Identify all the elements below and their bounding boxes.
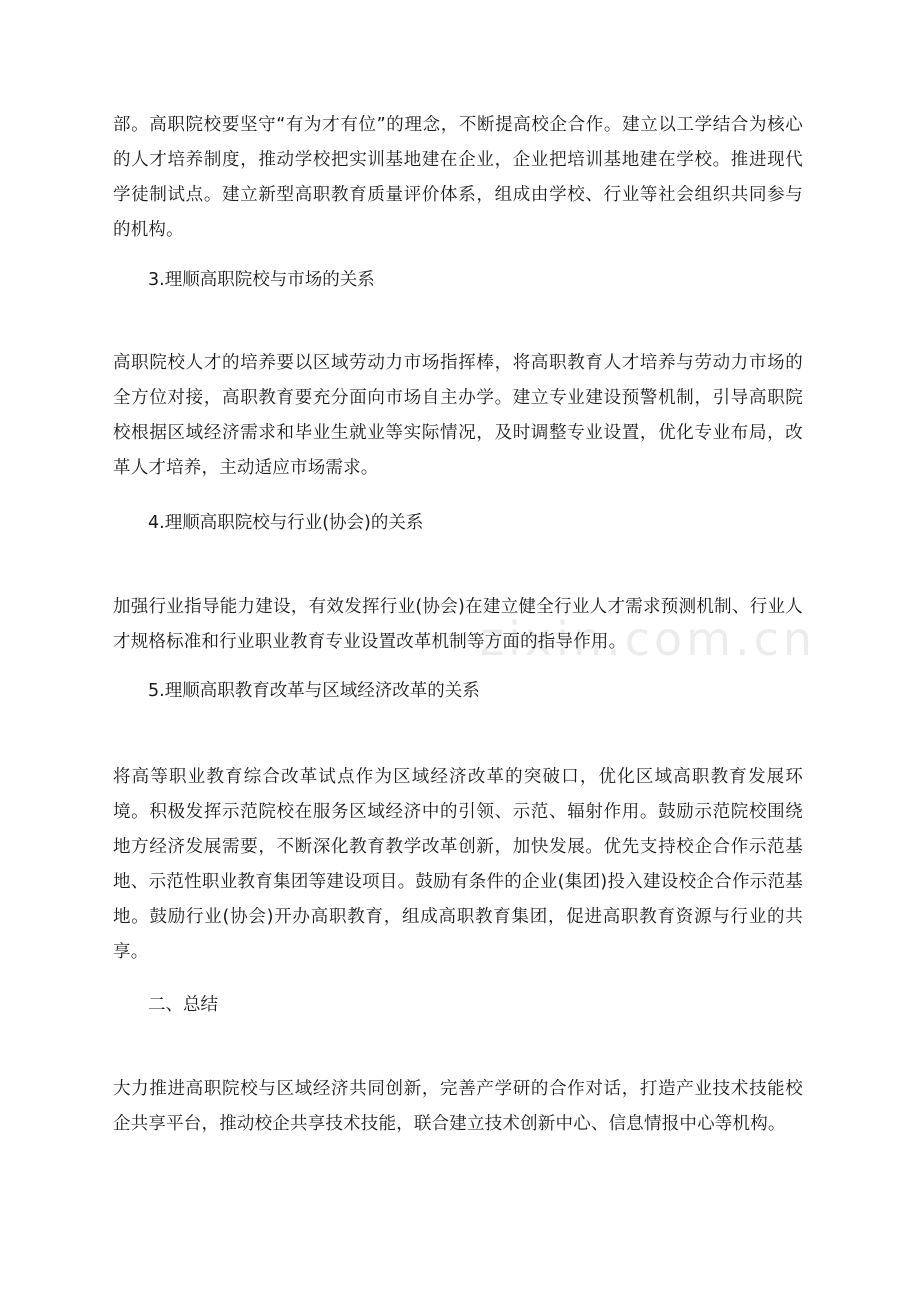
watermark-logo: zixin.com.cn (480, 612, 817, 666)
paragraph-regional-economy: 将高等职业教育综合改革试点作为区域经济改革的突破口，优化区域高职教育发展环境。积极发挥示范院校在服务区域经济中的引领、示范、辐射作用。鼓励示范院校围绕地方经济发展需要，不断深化教育教学改革创新，加快发展。优先支持校企合作示范基地、示范性职业教育集团等建设项目。鼓励有条件的企业(集团)投入建设校企合作示范基地。鼓励行业(协会)开办高职教育，组成高职教育集团，促进高职教育资源与行业的共享。 (113, 767, 803, 962)
heading-regional-economy-relation: 5.理顺高职教育改革与区域经济改革的关系 (148, 681, 480, 701)
heading-market-relation: 3.理顺高职院校与市场的关系 (148, 270, 375, 290)
paragraph-summary: 大力推进高职院校与区域经济共同创新，完善产学研的合作对话，打造产业技术技能校企共享平台，推动校企共享技术技能，联合建立技术创新中心、信息情报中心等机构。 (113, 1079, 803, 1134)
paragraph-market: 高职院校人才的培养要以区域劳动力市场指挥棒，将高职教育人才培养与劳动力市场的全方位对接，高职教育要充分面向市场自主办学。建立专业建设预警机制，引导高职院校根据区域经济需求和毕业生就业等实际情况，及时调整专业设置，优化专业布局，改革人才培养，主动适应市场需求。 (113, 353, 803, 478)
paragraph-industry: 加强行业指导能力建设，有效发挥行业(协会)在建立健全行业人才需求预测机制、行业人才规格标准和行业职业教育专业设置改革机制等方面的指导作用。 (113, 597, 803, 652)
heading-summary: 二、总结 (148, 995, 218, 1015)
heading-industry-relation: 4.理顺高职院校与行业(协会)的关系 (148, 513, 424, 533)
paragraph-school-enterprise: 部。高职院校要坚守“有为才有位”的理念，不断提高校企合作。建立以工学结合为核心的人才培养制度，推动学校把实训基地建在企业，企业把培训基地建在学校。推进现代学徒制试点。建立新型高职教育质量评价体系，组成由学校、行业等社会组织共同参与的机构。 (113, 115, 803, 240)
